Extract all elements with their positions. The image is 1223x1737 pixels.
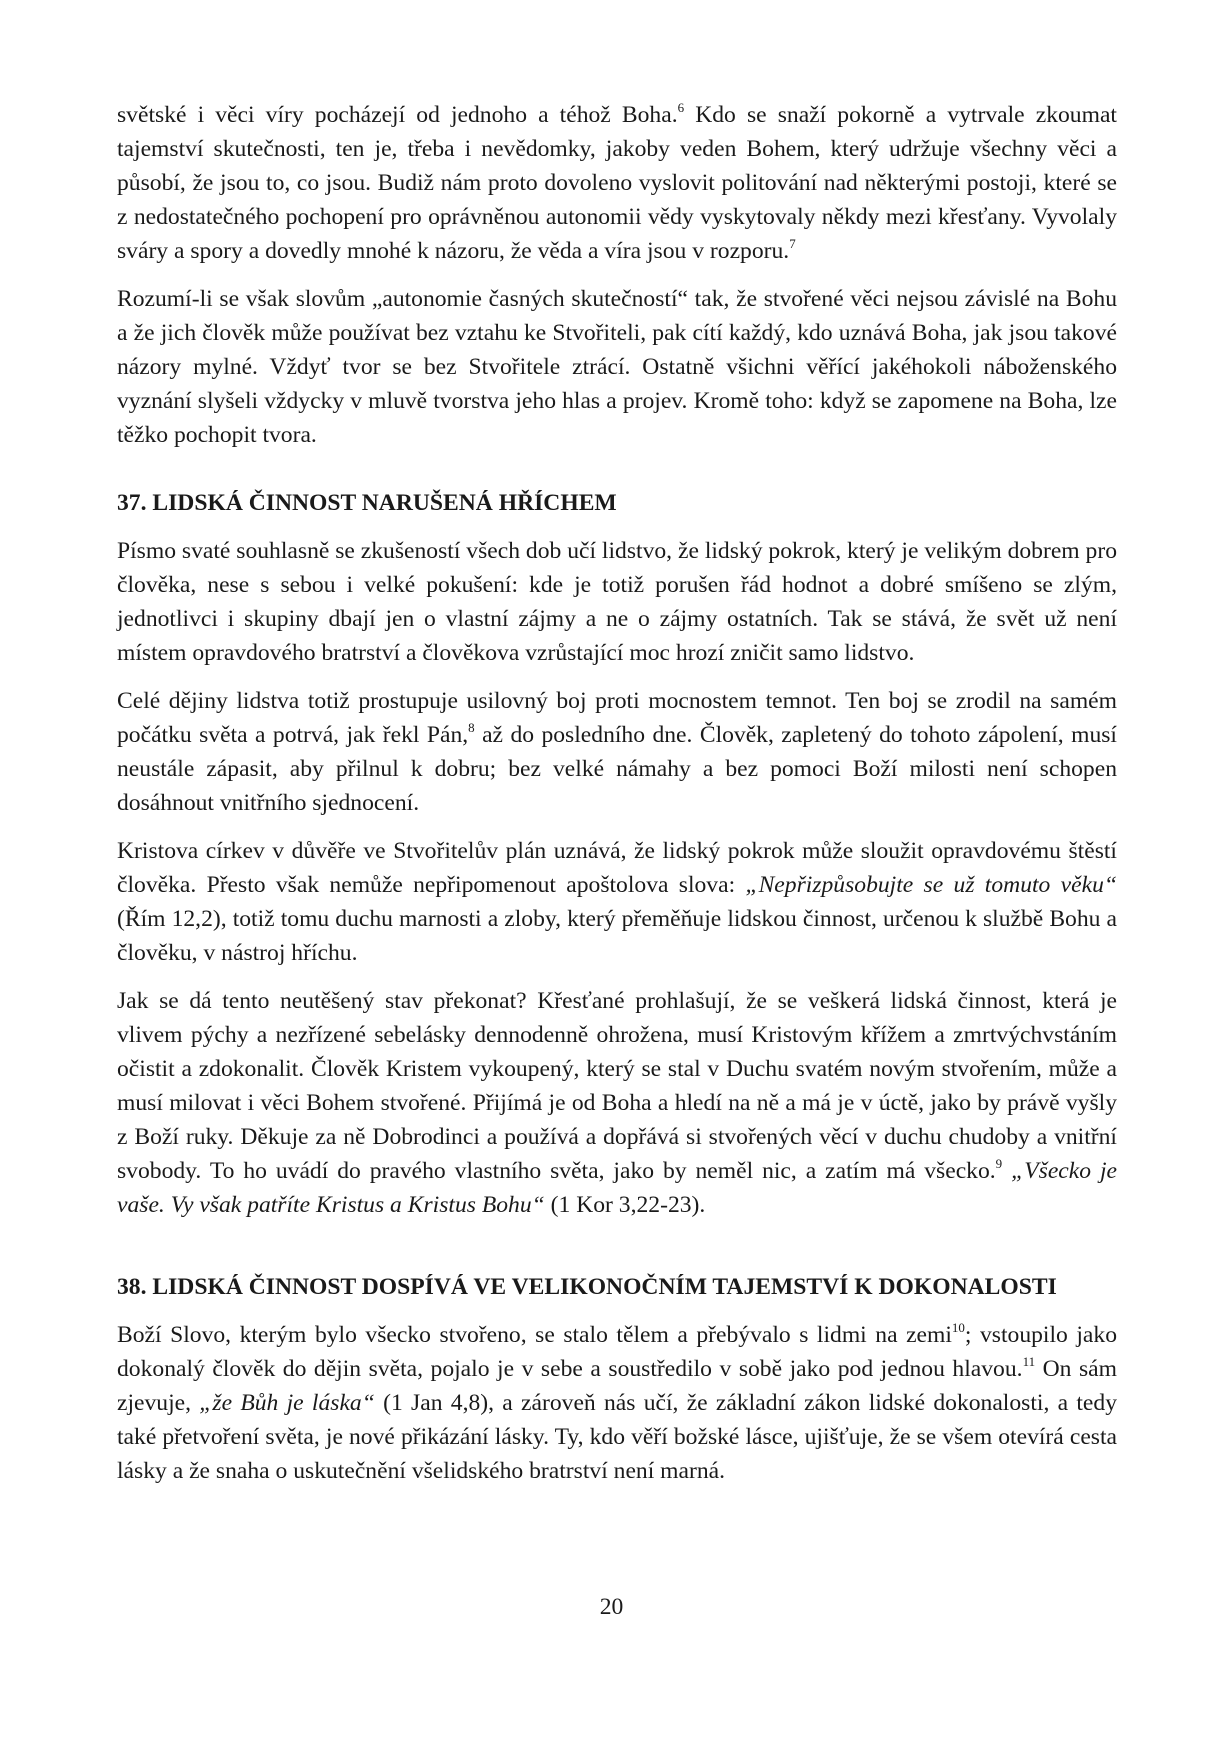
section-heading-37: 37. LIDSKÁ ČINNOST NARUŠENÁ HŘÍCHEM	[117, 490, 617, 516]
paragraph-7	[117, 1318, 1117, 1488]
paragraph-text: ; vstoupilo jako dokonalý člověk do dějin světa, pojalo je v sebe a soustředilo v sobě jako pod jednou hlavou.	[117, 1322, 1117, 1382]
paragraph-1	[117, 98, 1117, 268]
page-number: 20	[599, 1594, 624, 1620]
paragraph-text: (1 Kor 3,22-23).	[544, 1192, 706, 1218]
paragraph-text: Boží Slovo, kterým bylo všecko stvořeno, se stalo tělem a přebývalo s lidmi na zemi	[117, 1322, 952, 1348]
paragraph-text: Jak se dá tento neutěšený stav překonat? Křesťané prohlašují, že se veškerá lidská činnost, která je vlivem pýchy a nezřízené sebelásky dennodenně ohrožena, musí Kristovým křížem a zmrtvýchvstáním očistit a zdokonalit. Člověk Kristem vykoupený, který se stal v Duchu svatém novým stvořením, může a musí milovat i věci Bohem stvořené. Přijímá je od Boha a hledí na ně a má je v úctě, jako by právě vyšly z Boží ruky. Děkuje za ně Dobrodinci a používá a dopřává si stvořených věcí v duchu chudoby a vnitřní svobody. To ho uvádí do pravého vlastního světa, jako by neměl nic, a zatím má všecko.	[117, 988, 1117, 1184]
footnote-ref: 10	[951, 1320, 965, 1336]
footnote-ref: 6	[677, 100, 685, 116]
footnote-ref: 7	[789, 236, 796, 252]
paragraph-text: světské i věci víry pocházejí od jednoho a téhož Boha.	[117, 102, 678, 128]
paragraph-text: (Řím 12,2), totiž tomu duchu marnosti a zloby, který přeměňuje lidskou činnost, určenou k službě Bohu a člověku, v nástroj hříchu.	[117, 906, 1117, 966]
paragraph-4	[117, 684, 1117, 820]
scripture-quote: „Všecko je vaše. Vy však patříte Kristus a Kristus Bohu“	[117, 1158, 1117, 1218]
paragraph-text: Kdo se snaží pokorně a vytrvale zkoumat tajemství skutečnosti, ten je, třeba i nevědomky, jakoby veden Bohem, který udržuje všechny věci a působí, že jsou to, co jsou. Budiž nám proto dovoleno vyslovit politování nad některými postoji, které se z nedostatečného pochopení pro oprávněnou autonomii vědy vyskytovaly někdy mezi křesťany. Vyvolaly sváry a spory a dovedly mnohé k názoru, že věda a víra jsou v rozporu.	[117, 102, 1117, 264]
scripture-quote: „Nepřizpůsobujte se už tomuto věku“	[745, 872, 1117, 898]
paragraph-text: (1 Jan 4,8), a zároveň nás učí, že základní zákon lidské dokonalosti, a tedy také přetvoření světa, je nové přikázání lásky. Ty, kdo věří božské lásce, ujišťuje, že se všem otevírá cesta lásky a že snaha o uskutečnění všelidského bratrství není marná.	[117, 1390, 1117, 1484]
paragraph-3: Písmo svaté souhlasně se zkušeností všech dob učí lidstvo, že lidský pokrok, který je velikým dobrem pro člověka, nese s sebou i velké pokušení: kde je totiž porušen řád hodnot a dobré smíšeno se zlým, jednotlivci i skupiny dbají jen o vlastní zájmy a ne o zájmy ostatních. Tak se stává, že svět už není místem opravdového bratrství a člověkova vzrůstající moc hrozí zničit samo lidstvo.	[117, 538, 1117, 666]
paragraph-5	[117, 834, 1117, 970]
document-page	[117, 98, 1117, 1488]
paragraph-text: až do posledního dne. Člověk, zapletený do tohoto zápolení, musí neustále zápasit, aby přilnul k dobru; bez velké námahy a bez pomoci Boží milosti není schopen dosáhnout vnitřního sjednocení.	[117, 722, 1117, 816]
footnote-ref: 11	[1022, 1354, 1036, 1370]
paragraph-6	[117, 984, 1117, 1222]
paragraph-text	[1002, 1158, 1011, 1184]
scripture-quote: „že Bůh je láska“	[199, 1390, 375, 1416]
paragraph-text: Celé dějiny lidstva totiž prostupuje usilovný boj proti mocnostem temnot. Ten boj se zrodil na samém počátku světa a potrvá, jak řekl Pán,	[117, 688, 1117, 748]
footnote-ref: 8	[468, 720, 475, 736]
section-heading-38: 38. LIDSKÁ ČINNOST DOSPÍVÁ VE VELIKONOČNÍM TAJEMSTVÍ K DOKONALOSTI	[117, 1274, 1057, 1300]
paragraph-text: Kristova církev v důvěře ve Stvořitelův plán uznává, že lidský pokrok může sloužit opravdovému štěstí člověka. Přesto však nemůže nepřipomenout apoštolova slova:	[117, 838, 1117, 898]
footnote-ref: 9	[995, 1156, 1003, 1172]
paragraph-2: Rozumí-li se však slovům „autonomie časných skutečností“ tak, že stvořené věci nejsou závislé na Bohu a že jich člověk může používat bez vztahu ke Stvořiteli, pak cítí každý, kdo uznává Boha, jak jsou takové názory mylné. Vždyť tvor se bez Stvořitele ztrácí. Ostatně všichni věřící jakéhokoli náboženského vyznání slyšeli vždycky v mluvě tvorstva jeho hlas a projev. Kromě toho: když se zapomene na Boha, lze těžko pochopit tvora.	[117, 286, 1117, 448]
paragraph-text: On sám zjevuje,	[117, 1356, 1118, 1416]
